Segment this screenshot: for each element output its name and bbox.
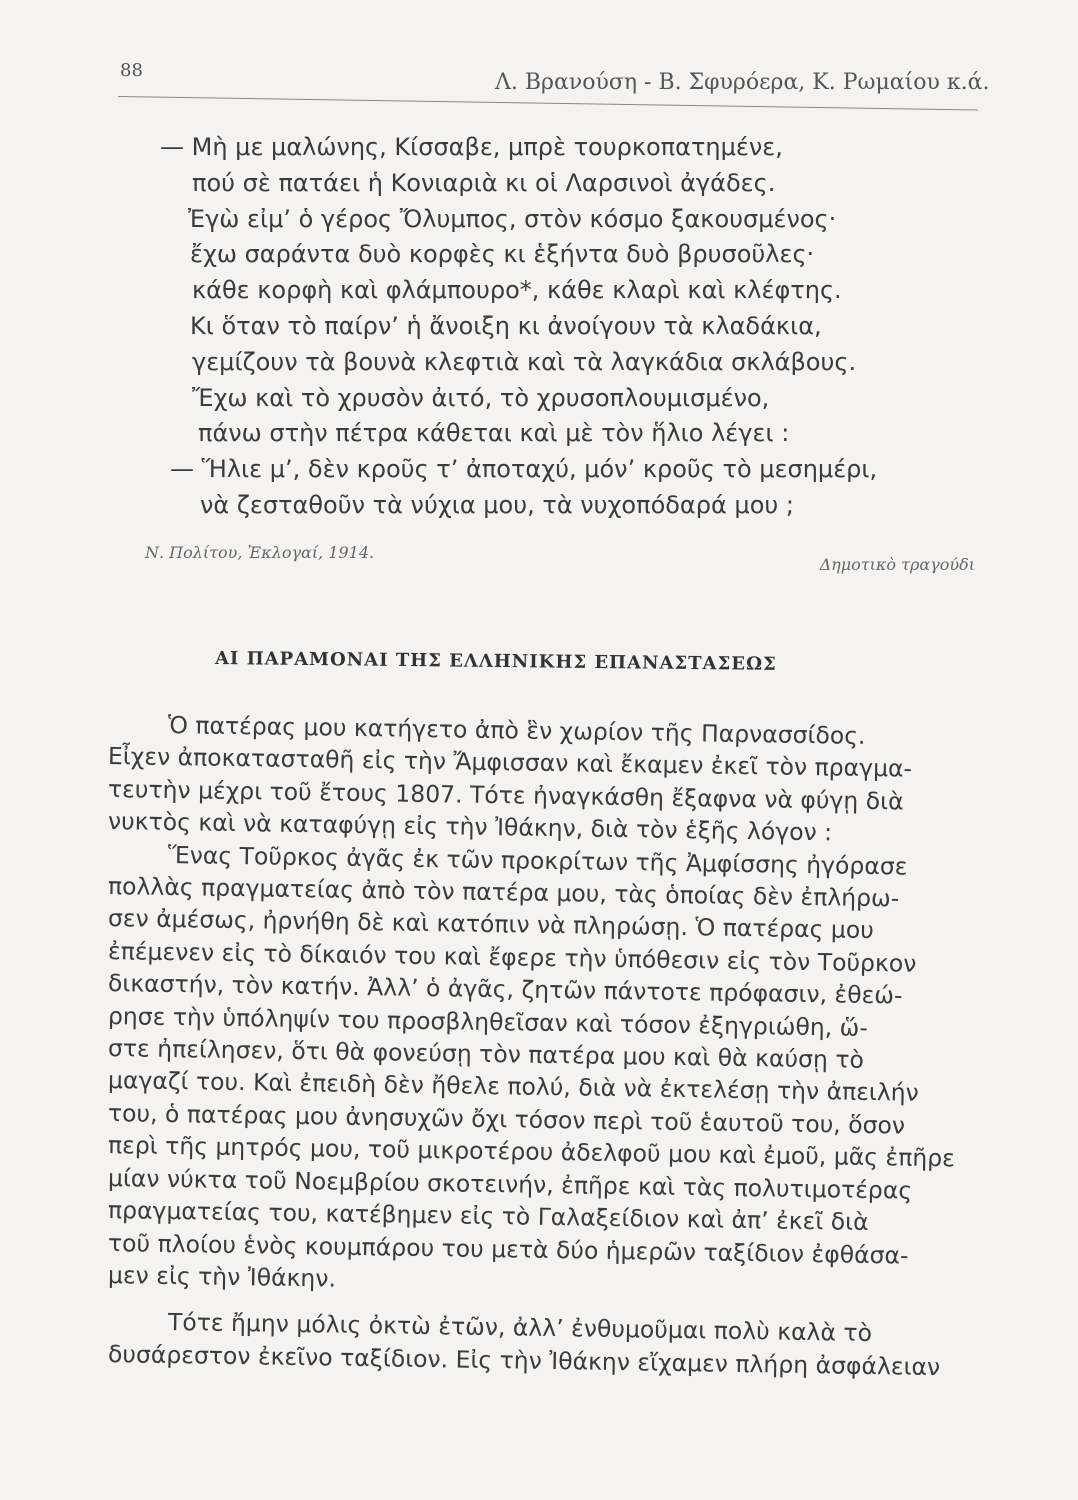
- prose-line: σεν ἀμέσως, ἠρνήθη δὲ καὶ κατόπιν νὰ πληρώσῃ. Ὁ πατέρας μου: [107, 904, 875, 945]
- prose-line: ἐπέμενεν εἰς τὸ δίκαιόν του καὶ ἔφερε τὴν ὑπόθεσιν εἰς τὸν Τοῦρκον: [107, 936, 917, 978]
- header-rule: [118, 96, 978, 111]
- poem-line: κάθε κορφὴ καὶ φλάμπουρο*, κάθε κλαρὶ καὶ κλέφτης.: [192, 276, 842, 305]
- prose-line: Τότε ἤμην μόλις ὀκτὼ ἐτῶν, ἀλλ’ ἐνθυμοῦμαι πολὺ καλὰ τὸ: [167, 1308, 873, 1348]
- prose-line: νυκτὸς καὶ νὰ καταφύγῃ εἰς τὴν Ἰθάκην, διὰ τὸν ἑξῆς λόγον :: [107, 807, 833, 847]
- poem-line: — Μὴ με μαλώνης, Κίσσαβε, μπρὲ τουρκοπατημένε,: [160, 133, 783, 161]
- prose-body: [107, 708, 968, 1381]
- section-title: ΑΙ ΠΑΡΑΜΟΝΑΙ ΤΗΣ ΕΛΛΗΝΙΚΗΣ ΕΠΑΝΑΣΤΑΣΕΩΣ: [214, 648, 777, 675]
- prose-line: μίαν νύκτα τοῦ Νοεμβρίου σκοτεινήν, ἐπῆρε καὶ τὰς πολυτιμοτέρας: [107, 1163, 913, 1205]
- prose-line: ρησε τὴν ὑπόληψίν του προσβληθεῖσαν καὶ τόσον ἐξηγριώθη, ὥ-: [107, 1001, 869, 1042]
- prose-line: τευτὴν μέχρι τοῦ ἔτους 1807. Τότε ἠναγκάσθη ἔξαφνα νὰ φύγῃ διὰ: [107, 774, 904, 816]
- poem-line: πού σὲ πατάει ἡ Κονιαριὰ κι οἱ Λαρσινοὶ ἀγάδες.: [192, 168, 776, 197]
- prose-line: Εἶχεν ἀποκατασταθῆ εἰς τὴν Ἄμφισσαν καὶ ἔκαμεν ἐκεῖ τὸν πραγμα-: [107, 742, 913, 784]
- poem-line: νὰ ζεσταθοῦν τὰ νύχια μου, τὰ νυχοπόδαρά μου ;: [200, 490, 794, 519]
- prose-line: πολλὰς πραγματείας ἀπὸ τὸν πατέρα μου, τὰς ὁποίας δὲν ἐπλήρω-: [107, 872, 900, 913]
- prose-line: στε ἠπείλησεν, ὅτι θὰ φονεύσῃ τὸν πατέρα μου καὶ θὰ καύσῃ τὸ: [107, 1034, 865, 1074]
- poem-line: Ἔχω καὶ τὸ χρυσὸν ἀιτό, τὸ χρυσοπλουμισμένο,: [192, 383, 770, 412]
- poem-line: — Ἥλιε μ’, δὲν κροῦς τ’ ἀποταχύ, μόν’ κροῦς τὸ μεσημέρι,: [170, 455, 878, 484]
- poem-line: Κι ὅταν τὸ παίρν’ ἡ ἄνοιξη κι ἀνοίγουν τὰ κλαδάκια,: [190, 311, 822, 340]
- prose-line: Ἕνας Τοῦρκος ἀγᾶς ἐκ τῶν προκρίτων τῆς Ἀμφίσσης ἠγόρασε: [167, 840, 908, 881]
- poem-line: γεμίζουν τὰ βουνὰ κλεφτιὰ καὶ τὰ λαγκάδια σκλάβους.: [192, 347, 857, 376]
- prose-line: τοῦ πλοίου ἑνὸς κουμπάρου του μετὰ δύο ἡμερῶν ταξίδιον ἐφθάσα-: [107, 1228, 909, 1270]
- poem-line: πάνω στὴν πέτρα κάθεται καὶ μὲ τὸν ἥλιο λέγει :: [198, 419, 790, 448]
- source-citation: Ν. Πολίτου, Ἐκλογαί, 1914.: [145, 543, 375, 562]
- poem-source: [145, 543, 975, 574]
- running-head: Λ. Βρανούση - Β. Σφυρόερα, Κ. Ρωμαίου κ.ά.: [495, 70, 990, 95]
- poem-line: ἔχω σαράντα δυὸ κορφὲς κι ἑξήντα δυὸ βρυσοῦλες·: [190, 240, 815, 269]
- prose-line: μεν εἰς τὴν Ἰθάκην.: [107, 1260, 337, 1293]
- prose-line: Ὁ πατέρας μου κατήγετο ἀπὸ ἓν χωρίον τῆς Παρνασσίδος.: [167, 710, 866, 750]
- prose-line: πραγματείας του, κατέβημεν εἰς τὸ Γαλαξείδιον καὶ ἀπ’ ἐκεῖ διὰ: [107, 1196, 869, 1237]
- prose-line: δυσάρεστον ἐκεῖνο ταξίδιον. Εἰς τὴν Ἰθάκην εἴχαμεν πλήρη ἀσφάλειαν: [107, 1339, 941, 1381]
- poem-line: Ἐγὼ εἰμ’ ὁ γέρος Ὄλυμπος, στὸν κόσμο ξακουσμένος·: [188, 204, 837, 233]
- prose-line: μαγαζί του. Καὶ ἐπειδὴ δὲν ἤθελε πολύ, διὰ νὰ ἐκτελέσῃ τὴν ἀπειλήν: [107, 1066, 920, 1108]
- prose-line: του, ὁ πατέρας μου ἀνησυχῶν ὄχι τόσον περὶ τοῦ ἑαυτοῦ του, ὅσον: [107, 1098, 906, 1140]
- page-number: 88: [120, 60, 143, 81]
- prose-line: περὶ τῆς μητρός μου, τοῦ μικροτέρου ἀδελφοῦ μου καὶ ἐμοῦ, μᾶς ἐπῆρε: [107, 1131, 956, 1173]
- prose-line: δικαστήν, τὸν κατήν. Ἀλλ’ ὁ ἀγᾶς, ζητῶν πάντοτε πρόφασιν, ἐθεώ-: [107, 969, 903, 1010]
- poem: [160, 130, 990, 524]
- source-genre: Δημοτικὸ τραγούδι: [819, 555, 975, 574]
